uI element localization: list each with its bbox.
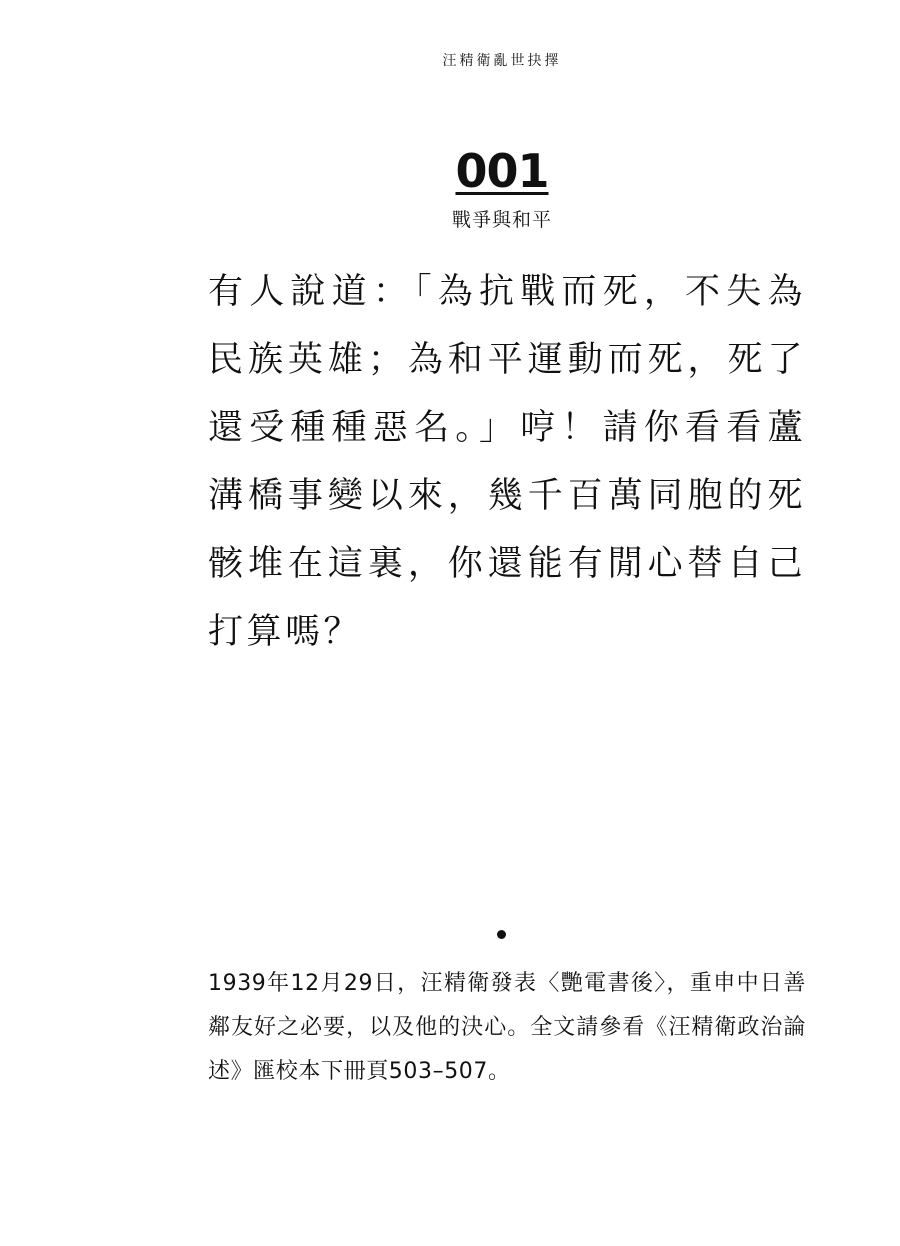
footnote-paragraph: 1939年12月29日，汪精衛發表〈艷電書後〉，重申中日善鄰友好之必要，以及他的決心。全文請參看《汪精衛政治論述》匯校本下冊頁503–507。 — [208, 971, 806, 1084]
divider-dot — [497, 930, 506, 939]
chapter-title: 戰爭與和平 — [451, 209, 552, 231]
running-header: 汪精衛亂世抉擇 — [442, 53, 562, 69]
chapter-number-text: 001 — [455, 144, 549, 198]
chapter-number — [0, 142, 900, 200]
quote-paragraph: 有人說道：「為抗戰而死，不失為民族英雄；為和平運動而死，死了還受種種惡名。」哼！請你看看蘆溝橋事變以來，幾千百萬同胞的死骸堆在這裏，你還能有閒心替自己打算嗎？ — [208, 272, 806, 652]
